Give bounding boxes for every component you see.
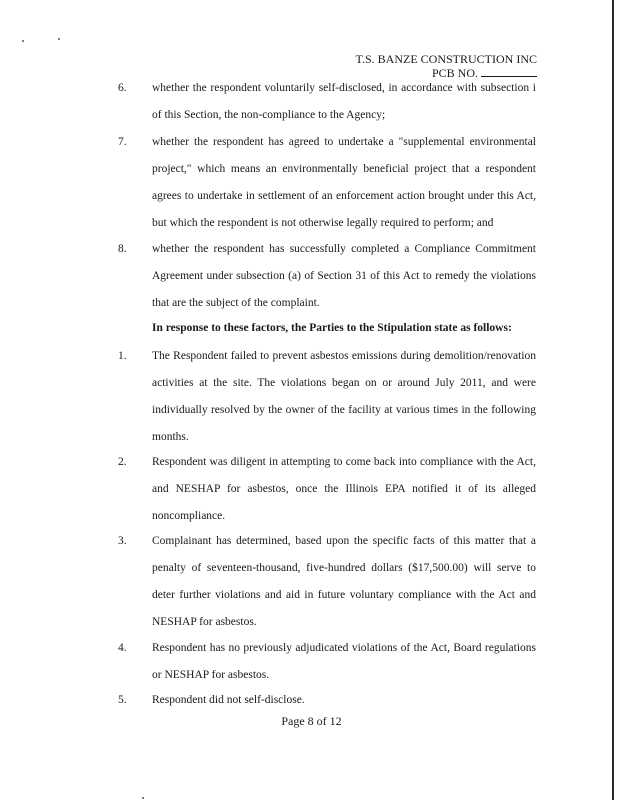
company-name: T.S. BANZE CONSTRUCTION INC [355,52,537,66]
page-edge [612,0,614,800]
item-number: 5. [118,694,127,706]
item-number: 7. [118,136,127,148]
item-text: whether the respondent has successfully completed a Compliance Commitment Agreement under subsection (a) of Section 31 of this Act to remedy the violations that are the subject of the complaint. [152,243,536,309]
item-number: 6. [118,82,127,94]
item-text: Complainant has determined, based upon the specific facts of this matter that a penalty of seventeen-thousand, five-hundred dollars ($17,500.00) will serve to deter further violations and aid in future voluntary compliance with the Act and NESHAP for asbestos. [152,535,536,628]
page-number: Page 8 of 12 [281,714,342,728]
item-text: whether the respondent has agreed to undertake a "supplemental environmental project," which means an environmentally beneficial project that a respondent agrees to undertake in settlement of an enforcement action brought under this Act, but which the respondent is not otherwise legally required to perform; and [152,136,536,229]
item-text: Respondent has no previously adjudicated violations of the Act, Board regulations or NESHAP for asbestos. [152,642,536,681]
item-text: The Respondent failed to prevent asbestos emissions during demolition/renovation activities at the site. The violations began on or around July 2011, and were individually resolved by the owner of the facility at various times in the following months. [152,350,536,443]
pcb-number: PCB NO. [356,66,537,80]
item-number: 4. [118,642,127,654]
item-number: 3. [118,535,127,547]
item-text: Respondent was diligent in attempting to come back into compliance with the Act, and NESHAP for asbestos, once the Illinois EPA notified it of its alleged noncompliance. [152,456,536,522]
response-heading: In response to these factors, the Parties to the Stipulation state as follows: [152,322,512,334]
scan-speck [58,38,60,40]
item-number: 8. [118,243,127,255]
scan-speck [22,40,24,42]
item-number: 1. [118,350,127,362]
item-text: whether the respondent voluntarily self-disclosed, in accordance with subsection i of this Section, the non-compliance to the Agency; [152,82,536,121]
item-number: 2. [118,456,127,468]
scan-speck [142,797,144,799]
item-text: Respondent did not self-disclose. [152,694,305,706]
